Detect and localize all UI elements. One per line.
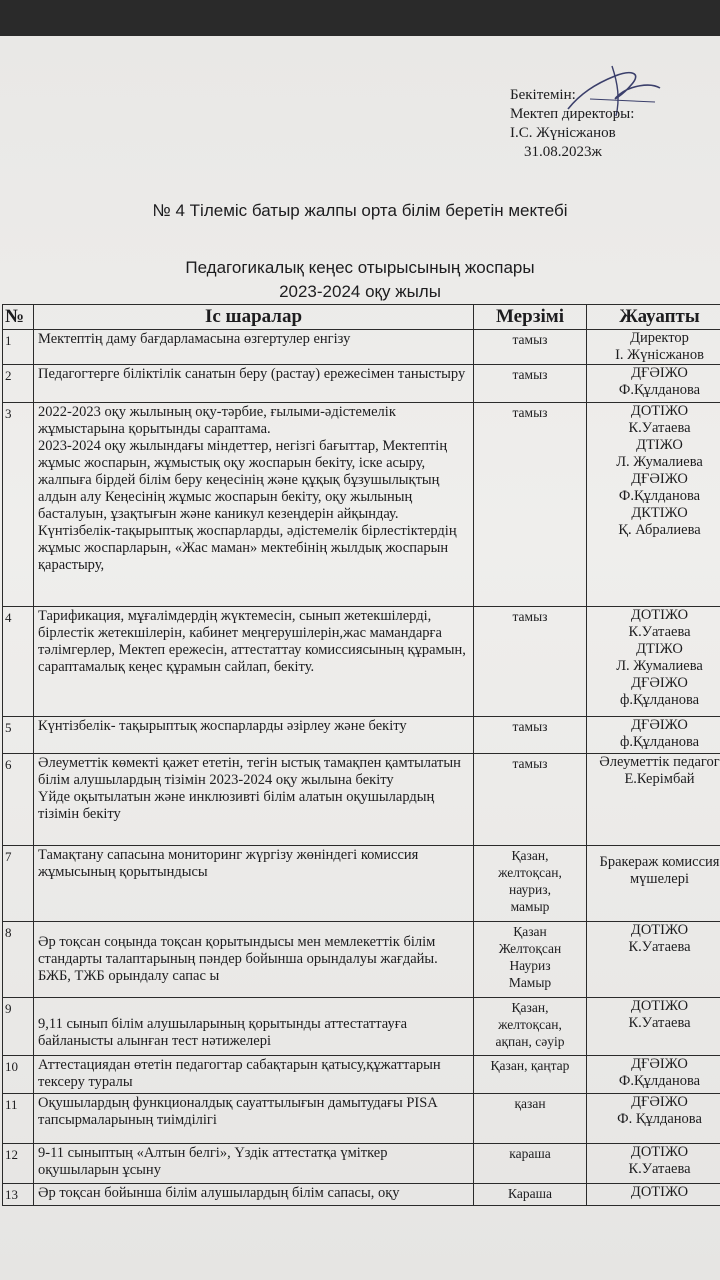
school-name: № 4 Тілеміс батыр жалпы орта білім беретін мектебі: [152, 201, 568, 220]
row-responsible: ДОТІЖО К.Уатаева: [587, 1144, 720, 1184]
row-event: 9,11 сынып білім алушыларының қорытынды аттестаттауға байланысты алынған тест нәтижелері: [34, 998, 474, 1056]
header-term: Мерзімі: [474, 305, 587, 330]
row-responsible: Әлеуметтік педагог Е.Керімбай: [587, 754, 720, 846]
row-responsible: ДҒӘІЖО ф.Құлданова: [587, 717, 720, 754]
table-row: [3, 922, 720, 998]
table-row: [3, 846, 720, 922]
table-row: [3, 1094, 720, 1144]
row-event: Мектептің даму бағдарламасына өзгертулер енгізу: [34, 330, 474, 365]
row-event: Аттестациядан өтетін педагогтар сабақтарын қатысу,құжаттарын тексеру туралы: [34, 1056, 474, 1094]
row-num: 8: [3, 922, 34, 998]
row-event: 9-11 сыныптың «Алтын белгі», Үздік аттестатқа үміткер оқушыларын ұсыну: [34, 1144, 474, 1184]
row-num: 11: [3, 1094, 34, 1144]
approval-name: І.С. Жүнісжанов: [510, 125, 616, 141]
table-row: [3, 1184, 720, 1206]
plan-title-block: [0, 256, 720, 304]
row-event: Оқушылардың функционалдық сауаттылығын дамытудағы PISA тапсырмаларының тиімділігі: [34, 1094, 474, 1144]
row-term: Қазан, желтоқсан, науриз, мамыр: [474, 846, 587, 922]
document-page: [0, 36, 720, 1280]
header-responsible: Жауапты: [587, 305, 720, 330]
row-num: 9: [3, 998, 34, 1056]
table-row: [3, 607, 720, 717]
approval-label: Бекітемін:: [510, 87, 576, 103]
table-row: [3, 754, 720, 846]
row-term: Қазан Желтоқсан Науриз Мамыр: [474, 922, 587, 998]
row-term: тамыз: [474, 403, 587, 607]
table-row: [3, 403, 720, 607]
plan-title: Педагогикалық кеңес отырысының жоспары: [185, 258, 535, 277]
table-row: [3, 1144, 720, 1184]
row-event: Әр тоқсан бойынша білім алушылардың білім сапасы, оқу: [34, 1184, 474, 1206]
row-responsible: ДОТІЖО К.Уатаева ДТІЖО Л. Жумалиева ДҒӘІЖО Ф.Құлданова ДКТІЖО Қ. Абралиева: [587, 403, 720, 607]
row-term: тамыз: [474, 365, 587, 403]
row-responsible: Директор І. Жүнісжанов: [587, 330, 720, 365]
table-header-row: [3, 305, 720, 330]
row-num: 6: [3, 754, 34, 846]
row-term: Қазан, желтоқсан, ақпан, сәуір: [474, 998, 587, 1056]
table-row: [3, 717, 720, 754]
row-term: Караша: [474, 1184, 587, 1206]
academic-year: 2023-2024 оқу жылы: [279, 282, 441, 301]
row-responsible: ДОТІЖО К.Уатаева: [587, 998, 720, 1056]
row-responsible: Бракераж комиссия мүшелері: [587, 846, 720, 922]
row-num: 10: [3, 1056, 34, 1094]
row-event: Әлеуметтік көмекті қажет ететін, тегін ыстық тамақпен қамтылатын білім алушылардың тізімін 2023-2024 оқу жылына бекіту Үйде оқытылатын және инклюзивті білім алатын оқушылардың тізімін бекіту: [34, 754, 474, 846]
row-num: 1: [3, 330, 34, 365]
row-event: Әр тоқсан соңында тоқсан қорытындысы мен мемлекеттік білім стандарты талаптарының пәндер бойынша орындалуы жағдайы. БЖБ, ТЖБ орындалу сапас ы: [34, 922, 474, 998]
row-term: тамыз: [474, 607, 587, 717]
plan-table: [2, 304, 720, 1206]
approval-date: 31.08.2023ж: [524, 144, 602, 160]
row-event: Күнтізбелік- тақырыптық жоспарларды әзірлеу және бекіту: [34, 717, 474, 754]
row-responsible: ДҒӘІЖО Ф. Құлданова: [587, 1094, 720, 1144]
row-event: Тамақтану сапасына мониторинг жүргізу жөніндегі комиссия жұмысының қорытындысы: [34, 846, 474, 922]
row-term: тамыз: [474, 754, 587, 846]
table-row: [3, 1056, 720, 1094]
approval-position: Мектеп директоры:: [510, 106, 635, 122]
row-responsible: ДОТІЖО: [587, 1184, 720, 1206]
row-num: 12: [3, 1144, 34, 1184]
table-row: [3, 365, 720, 403]
header-event: Іс шаралар: [34, 305, 474, 330]
row-num: 5: [3, 717, 34, 754]
row-term: Қазан, қаңтар: [474, 1056, 587, 1094]
row-term: тамыз: [474, 717, 587, 754]
row-event: Педагогтерге біліктілік санатын беру (растау) ережесімен таныстыру: [34, 365, 474, 403]
header-num: №: [3, 305, 34, 330]
row-responsible: ДҒӘІЖО Ф.Құлданова: [587, 365, 720, 403]
table-row: [3, 330, 720, 365]
row-responsible: ДҒӘІЖО Ф.Құлданова: [587, 1056, 720, 1094]
row-term: караша: [474, 1144, 587, 1184]
row-term: тамыз: [474, 330, 587, 365]
row-responsible: ДОТІЖО К.Уатаева ДТІЖО Л. Жумалиева ДҒӘІЖО ф.Құлданова: [587, 607, 720, 717]
row-num: 2: [3, 365, 34, 403]
row-event: Тарификация, мұғалімдердің жүктемесін, сынып жетекшілерді, бірлестік жетекшілерін, кабинет меңгерушілерін,жас мамандарға тәлімгерлер, Мектеп ережесін, аттестаттау комиссиясының құрамын, сараптамалық кеңес құрамын сайлап, бекіту.: [34, 607, 474, 717]
row-event: 2022-2023 оқу жылының оқу-тәрбие, ғылыми-әдістемелік жұмыстарына қорытынды сараптама. 2023-2024 оқу жылындағы міндеттер, негізгі бағыттар, Мектептің жұмыс жоспарын, жұмыстық оқу жоспарын бекіту, іске асыру, жалпыға бірдей білім беру кеңесінің және құқық бұзушылықтың алдын алу Кеңесінің жұмыс жоспарын бекіту, оқу жылының басталуын, ұзақтығын және каникул кезеңдерін айқындау. Күнтізбелік-тақырыптық жоспарларды, әдістемелік бірлестіктердің жұмыс жоспарларын, «Жас маман» мектебінің жылдық жоспарын қарастыру,: [34, 403, 474, 607]
row-num: 3: [3, 403, 34, 607]
approval-block: [510, 86, 634, 162]
row-num: 4: [3, 607, 34, 717]
row-num: 7: [3, 846, 34, 922]
row-num: 13: [3, 1184, 34, 1206]
table-row: [3, 998, 720, 1056]
row-responsible: ДОТІЖО К.Уатаева: [587, 922, 720, 998]
row-term: қазан: [474, 1094, 587, 1144]
